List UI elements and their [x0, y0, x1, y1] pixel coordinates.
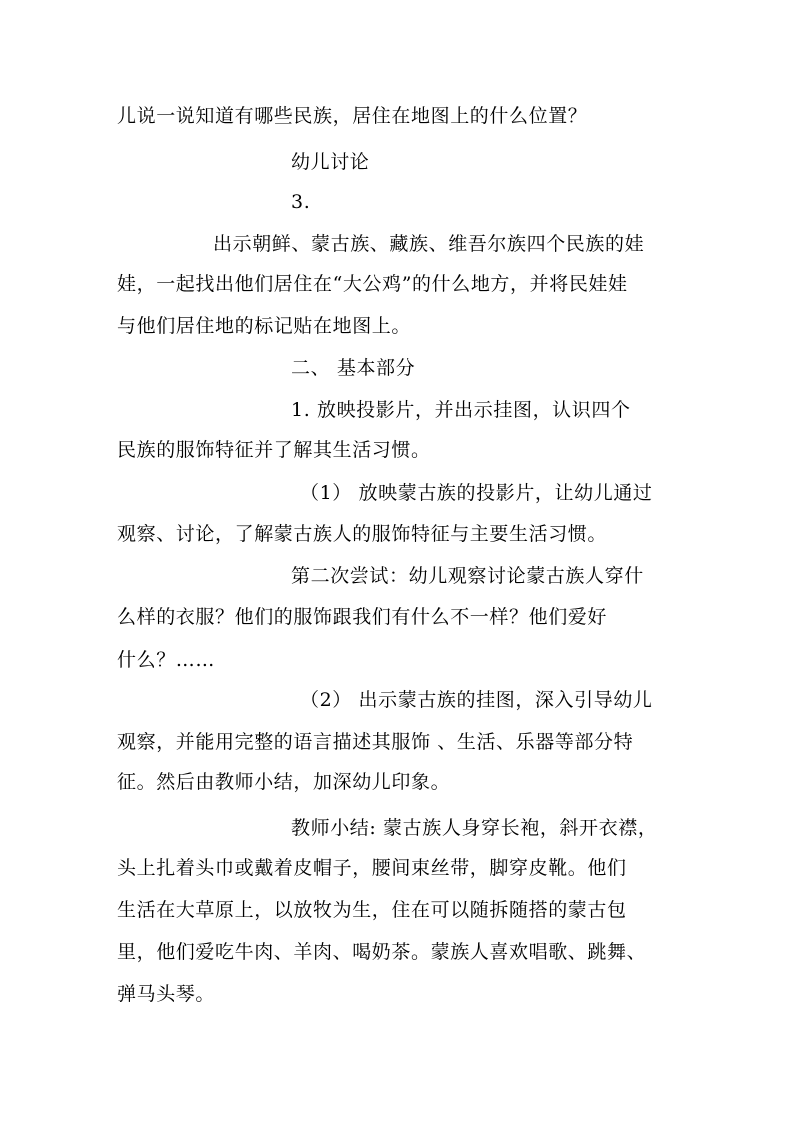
text-line: 第二次尝试：幼儿观察讨论蒙古族人穿什	[291, 565, 644, 587]
text-line: （1） 放映蒙古族的投影片，让幼儿通过	[300, 482, 653, 504]
text-line: （2） 出示蒙古族的挂图，深入引导幼儿	[300, 689, 653, 711]
text-line: 什么？……	[117, 649, 216, 671]
text-line: 头上扎着头巾或戴着皮帽子，腰间束丝带，脚穿皮靴。他们	[117, 857, 627, 879]
text-line: 儿说一说知道有哪些民族，居住在地图上的什么位置？	[117, 105, 588, 127]
text-line: 娃，一起找出他们居住在“大公鸡”的什么地方，并将民娃娃	[117, 273, 628, 295]
text-line: 幼儿讨论	[291, 151, 370, 173]
text-line: 生活在大草原上，以放牧为生，住在可以随拆随搭的蒙古包	[117, 899, 627, 921]
text-line: 3.	[291, 191, 311, 213]
text-line: 弹马头琴。	[117, 983, 216, 1005]
text-line: 1. 放映投影片，并出示挂图，认识四个	[291, 399, 631, 421]
section-heading: 二、 基本部分	[291, 357, 416, 379]
text-line: 教师小结: 蒙古族人身穿长袍，斜开衣襟，	[291, 817, 658, 839]
text-line: 征。然后由教师小结，加深幼儿印象。	[117, 771, 451, 793]
text-line: 出示朝鲜、蒙古族、藏族、维吾尔族四个民族的娃	[213, 233, 645, 255]
text-line: 观察，并能用完整的语言描述其服饰 、生活、乐器等部分特	[117, 731, 634, 753]
text-line: 么样的衣服？他们的服饰跟我们有什么不一样？他们爱好	[117, 606, 608, 628]
text-line: 与他们居住地的标记贴在地图上。	[117, 315, 412, 337]
text-line: 民族的服饰特征并了解其生活习惯。	[117, 439, 431, 461]
text-line: 里，他们爱吃牛肉、羊肉、喝奶茶。蒙族人喜欢唱歌、跳舞、	[117, 941, 647, 963]
text-line: 观察、讨论，了解蒙古族人的服饰特征与主要生活习惯。	[117, 523, 608, 545]
